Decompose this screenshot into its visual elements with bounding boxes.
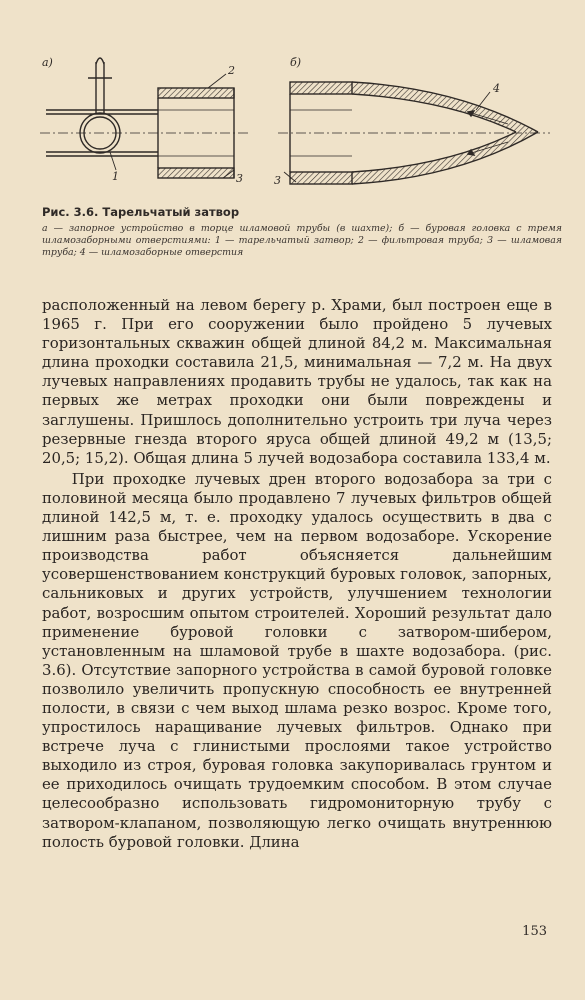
figure-caption-title: Рис. 3.6. Тарельчатый затвор: [42, 205, 240, 219]
figure-caption-text: а — запорное устройство в торце шламовой трубы (в шахте); б — буровая головка с тремя шламозаборными отверстиями: 1 — тарельчатый затвор; 2 — фильтровая труба; 3 — шламовая труба; 4 — шламозаборные отверстия: [42, 223, 562, 258]
figure-label-a: а): [42, 56, 53, 69]
paragraph-1: расположенный на левом берегу р. Храми, был построен еще в 1965 г. При его сооружении было пройдено 5 лучевых горизонтальных скважин общей длиной 84,2 м. Максимальная длина проходки составила 21,5, минимальная — 7,2 м. На двух лучевых направлениях продавить трубы не удалось, так как на первых же метрах проходки они были повреждены и заглушены. Пришлось дополнительно устроить три луча через резервные гнезда второго яруса общей длиной 49,2 м (13,5; 20,5; 15,2). Общая длина 5 лучей водозабора составила 133,4 м.: [42, 296, 552, 467]
figure-label-b: б): [290, 56, 302, 69]
callout-3-a: 3: [236, 172, 243, 185]
body-text: [42, 296, 552, 852]
callout-3-b: 3: [274, 174, 281, 187]
drawing-a: [40, 58, 248, 178]
page-number: 153: [522, 924, 547, 939]
callout-4: 4: [493, 82, 500, 95]
callout-1: 1: [112, 170, 119, 183]
figure-tarelchaty-zatvor: [38, 52, 558, 204]
callout-2: 2: [228, 64, 235, 77]
paragraph-2: При проходке лучевых дрен второго водозабора за три с половиной месяца было продавлено 7 лучевых фильтров общей длиной 142,5 м, т. е. проходку удалось осуществить в два с лишним раза быстрее, чем на первом водозаборе. Ускорение производства работ объясняется дальнейшим усовершенствованием конструкций буровых головок, запорных, сальниковых и других устройств, улучшением технологии работ, возросшим опытом строителей. Хороший результат дало применение буровой головки с затвором-шибером, установленным на шламовой трубе в шахте водозабора. (рис. 3.6). Отсутствие запорного устройства в самой буровой головке позволило увеличить пропускную способность ее внутренней полости, в связи с чем выход шлама резко возрос. Кроме того, упростилось наращивание лучевых фильтров. Однако при встрече луча с глинистыми прослоями такое устройство выходило из строя, буровая головка закупоривалась грунтом и ее приходилось очищать трудоемким способом. В этом случае целесообразно использовать гидромониторную трубу с затвором-клапаном, позволяющую легко очищать внутреннюю полость буровой головки. Длина: [42, 469, 552, 851]
drawing-b: [278, 82, 550, 184]
technical-drawing: [38, 52, 558, 204]
